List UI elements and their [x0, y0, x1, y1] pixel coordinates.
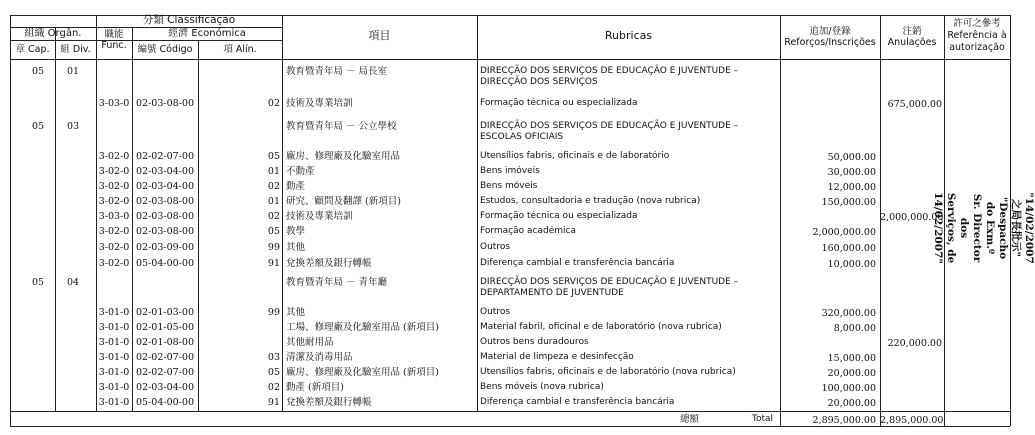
row-div: 01 — [67, 66, 80, 77]
row-alin: 01 — [267, 196, 280, 207]
row-zh: 教育暨青年局 － 青年廳 — [286, 277, 388, 288]
row-alin: 99 — [267, 242, 280, 253]
row-alin: 91 — [267, 397, 280, 408]
row-func: 3-01-0 — [98, 382, 130, 393]
row-anul: 220,000.00 — [887, 338, 942, 349]
row-func: 3-02-0 — [98, 258, 130, 269]
row-zh: 教學 — [286, 226, 306, 237]
row-func: 3-03-0 — [98, 98, 130, 109]
row-pt: Formação técnica ou especializada — [480, 98, 638, 108]
row-div: 03 — [67, 121, 80, 132]
row-cap: 05 — [32, 66, 45, 77]
row-code: 02-01-08-00 — [136, 337, 194, 348]
row-pt: DIRECÇÃO DOS SERVIÇOS DE EDUCAÇÃO E JUVENTUDE – DEPARTAMENTO DE JUVENTUDE — [480, 277, 739, 298]
row-alin: 01 — [267, 166, 280, 177]
row-ref: 10,000.00 — [827, 259, 876, 270]
row-ref: 2,000,000.00 — [812, 227, 876, 238]
header-func: 職能 Func. — [101, 29, 127, 51]
row-pt: Outros bens duradouros — [480, 337, 589, 347]
row-func: 3-02-0 — [98, 181, 130, 192]
total-label-zh: 總額 — [680, 414, 700, 425]
row-alin: 02 — [267, 181, 280, 192]
row-func: 3-02-0 — [98, 242, 130, 253]
header-anulacoes: 注銷 Anulações — [887, 26, 937, 48]
authorization-reference: "14/02/2007 之局長批示" "Despacho do Exm.º Sr. Director dos Serviços, de 14/02/2007" — [932, 192, 1035, 264]
row-alin: 91 — [267, 258, 280, 269]
row-pt: DIRECÇÃO DOS SERVIÇOS DE EDUCAÇÃO E JUVENTUDE – ESCOLAS OFICIAIS — [480, 121, 739, 142]
row-zh: 清潔及消毒用品 — [286, 352, 353, 363]
row-pt: Bens imóveis — [480, 166, 540, 176]
row-alin: 02 — [267, 211, 280, 222]
row-func: 3-01-0 — [98, 307, 130, 318]
row-pt: Diferença cambial e transferência bancária — [480, 397, 675, 407]
row-zh: 兌換差額及銀行轉帳 — [286, 258, 372, 269]
row-alin: 03 — [267, 352, 280, 363]
row-ref: 150,000.00 — [821, 197, 876, 208]
row-pt: DIRECÇÃO DOS SERVIÇOS DE EDUCAÇÃO E JUVENTUDE – DIRECÇÃO DOS SERVIÇOS — [480, 66, 739, 87]
row-zh: 兌換差額及銀行轉帳 — [286, 397, 372, 408]
row-func: 3-01-0 — [98, 352, 130, 363]
row-code: 02-03-08-00 — [136, 211, 194, 222]
header-codigo: 編號 Código — [137, 44, 193, 55]
total-anulacoes: 2,895,000.00 — [880, 415, 944, 426]
row-ref: 50,000.00 — [827, 152, 876, 163]
row-alin: 05 — [267, 367, 280, 378]
row-code: 02-03-08-00 — [136, 226, 194, 237]
row-ref: 20,000.00 — [827, 398, 876, 409]
row-code: 02-03-04-00 — [136, 166, 194, 177]
row-code: 02-03-04-00 — [136, 181, 194, 192]
row-zh: 教育暨青年局 － 公立學校 — [286, 121, 397, 132]
row-ref: 100,000.00 — [821, 383, 876, 394]
row-ref: 12,000.00 — [827, 182, 876, 193]
header-referencia: 許可之參考 Referência à autorização — [947, 18, 1007, 53]
row-code: 05-04-00-00 — [136, 397, 194, 408]
total-reforcos: 2,895,000.00 — [812, 415, 876, 426]
row-zh: 廠房、修理廠及化驗室用品 — [286, 151, 401, 162]
row-code: 05-04-00-00 — [136, 258, 194, 269]
row-pt: Diferença cambial e transferência bancária — [480, 258, 675, 268]
header-alin: 項 Alín. — [223, 44, 257, 55]
row-func: 3-03-0 — [98, 211, 130, 222]
row-func: 3-02-0 — [98, 166, 130, 177]
row-ref: 20,000.00 — [827, 368, 876, 379]
row-pt: Bens móveis (nova rubrica) — [480, 382, 604, 392]
row-anul: 2,000,000.00 — [880, 212, 944, 223]
row-zh: 研究、顧問及翻譯 (新項目) — [286, 196, 401, 207]
row-zh: 技術及專業培訓 — [286, 211, 353, 222]
row-cap: 05 — [32, 277, 45, 288]
row-ref: 30,000.00 — [827, 167, 876, 178]
row-func: 3-02-0 — [98, 196, 130, 207]
row-pt: Outros — [480, 307, 511, 317]
row-alin: 05 — [267, 151, 280, 162]
row-zh: 動產 — [286, 181, 306, 192]
row-func: 3-01-0 — [98, 337, 130, 348]
row-code: 02-01-05-00 — [136, 322, 194, 333]
row-func: 3-01-0 — [98, 367, 130, 378]
header-rubricas: Rubricas — [604, 29, 653, 42]
header-items: 項目 — [368, 29, 391, 42]
row-code: 02-03-09-00 — [136, 242, 194, 253]
row-zh: 不動產 — [286, 166, 315, 177]
row-pt: Bens móveis — [480, 181, 538, 191]
row-pt: Utensílios fabris, oficinais e de laboratório — [480, 151, 670, 161]
total-label-pt: Total — [752, 414, 774, 424]
row-code: 02-03-08-00 — [136, 196, 194, 207]
header-org: 組織 Orgân. — [24, 28, 82, 39]
row-pt: Formação académica — [480, 226, 576, 236]
header-reforcos: 追加/登錄 Reforços/Inscrições — [784, 26, 876, 48]
row-pt: Material fabril, oficinal e de laboratório (nova rubrica) — [480, 322, 722, 332]
row-zh: 教育暨青年局 － 局長室 — [286, 66, 388, 77]
row-code: 02-02-07-00 — [136, 367, 194, 378]
row-ref: 160,000.00 — [821, 243, 876, 254]
row-pt: Outros — [480, 242, 511, 252]
row-func: 3-02-0 — [98, 151, 130, 162]
row-div: 04 — [67, 277, 80, 288]
row-anul: 675,000.00 — [887, 99, 942, 110]
row-zh: 廠房、修理廠及化驗室用品 (新項目) — [286, 367, 439, 378]
row-ref: 15,000.00 — [827, 353, 876, 364]
row-zh: 其他耐用品 — [286, 337, 334, 348]
row-alin: 02 — [267, 382, 280, 393]
row-zh: 技術及專業培訓 — [286, 98, 353, 109]
row-code: 02-03-08-00 — [136, 98, 194, 109]
row-func: 3-01-0 — [98, 322, 130, 333]
header-classification: 分類 Classificação — [142, 14, 236, 26]
row-ref: 320,000.00 — [821, 308, 876, 319]
header-div: 組 Div. — [60, 44, 91, 55]
row-zh: 其他 — [286, 242, 306, 253]
row-alin: 05 — [267, 226, 280, 237]
row-alin: 99 — [267, 307, 280, 318]
row-pt: Material de limpeza e desinfecção — [480, 352, 634, 362]
row-alin: 02 — [267, 98, 280, 109]
row-code: 02-03-04-00 — [136, 382, 194, 393]
row-ref: 8,000.00 — [833, 323, 876, 334]
row-zh: 動產 (新項目) — [286, 382, 344, 393]
row-cap: 05 — [32, 121, 45, 132]
header-econ: 經濟 Económica — [168, 28, 246, 39]
row-pt: Utensílios fabris, oficinais e de laboratório (nova rubrica) — [480, 367, 736, 377]
row-pt: Estudos, consultadoria e tradução (nova rubrica) — [480, 196, 701, 206]
row-func: 3-01-0 — [98, 397, 130, 408]
row-func: 3-02-0 — [98, 226, 130, 237]
header-cap: 章 Cap. — [15, 44, 50, 55]
row-code: 02-02-07-00 — [136, 151, 194, 162]
row-code: 02-02-07-00 — [136, 352, 194, 363]
row-zh: 其他 — [286, 307, 306, 318]
row-pt: Formação técnica ou especializada — [480, 211, 638, 221]
row-code: 02-01-03-00 — [136, 307, 194, 318]
row-zh: 工場、修理廠及化驗室用品 (新項目) — [286, 322, 439, 333]
